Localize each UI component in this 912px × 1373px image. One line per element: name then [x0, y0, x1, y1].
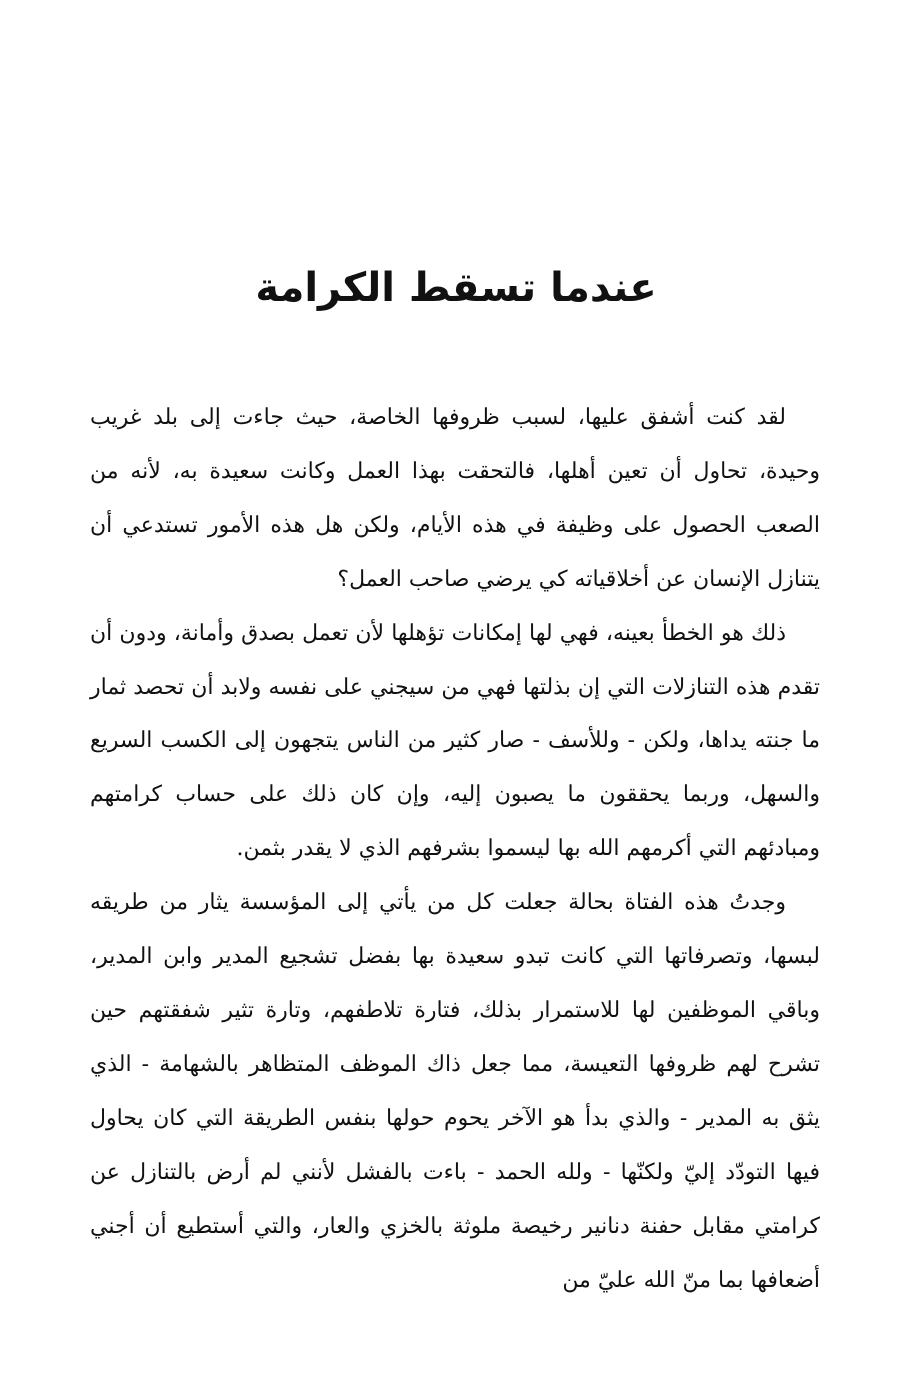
paragraph-2: ذلك هو الخطأ بعينه، فهي لها إمكانات تؤهلها لأن تعمل بصدق وأمانة، ودون أن تقدم هذه التنازلات التي إن بذلتها فهي من سيجني على نفسه ولابد أن تحصد ثمار ما جنته يداها، ولكن - وللأسف - صار كثير من الناس يتجهون إلى الكسب السريع والسهل، وربما يحققون ما يصبون إليه، وإن كان ذلك على حساب كرامتهم ومبادئهم التي أكرمهم الله بها ليسموا بشرفهم الذي لا يقدر بثمن.	[90, 620, 820, 862]
chapter-title: عندما تسقط الكرامة	[255, 265, 657, 311]
paragraph-1: لقد كنت أشفق عليها، لسبب ظروفها الخاصة، حيث جاءت إلى بلد غريب وحيدة، تحاول أن تعين أهلها، فالتحقت بهذا العمل وكانت سعيدة به، لأنه من الصعب الحصول على وظيفة في هذه الأيام، ولكن هل هذه الأمور تستدعي أن يتنازل الإنسان عن أخلاقياته كي يرضي صاحب العمل؟	[90, 405, 820, 592]
paragraph-3: وجدتُ هذه الفتاة بحالة جعلت كل من يأتي إلى المؤسسة يثار من طريقه لبسها، وتصرفاتها التي كانت تبدو سعيدة بها بفضل تشجيع المدير وابن المدير، وباقي الموظفين لها للاستمرار بذلك، فتارة تلاطفهم، وتارة تثير شفقتهم حين تشرح لهم ظروفها التعيسة، مما جعل ذاك الموظف المتظاهر بالشهامة - الذي يثق به المدير - والذي بدأ هو الآخر يحوم حولها بنفس الطريقة التي كان يحاول فيها التودّد إليّ ولكنّها - ولله الحمد - باءت بالفشل لأنني لم أرض بالتنازل عن كرامتي مقابل حفنة دنانير رخيصة ملوثة بالخزي والعار، والتي أستطيع أن أجني أضعافها بما منّ الله عليّ من	[90, 890, 821, 1293]
chapter-body	[90, 391, 820, 1307]
